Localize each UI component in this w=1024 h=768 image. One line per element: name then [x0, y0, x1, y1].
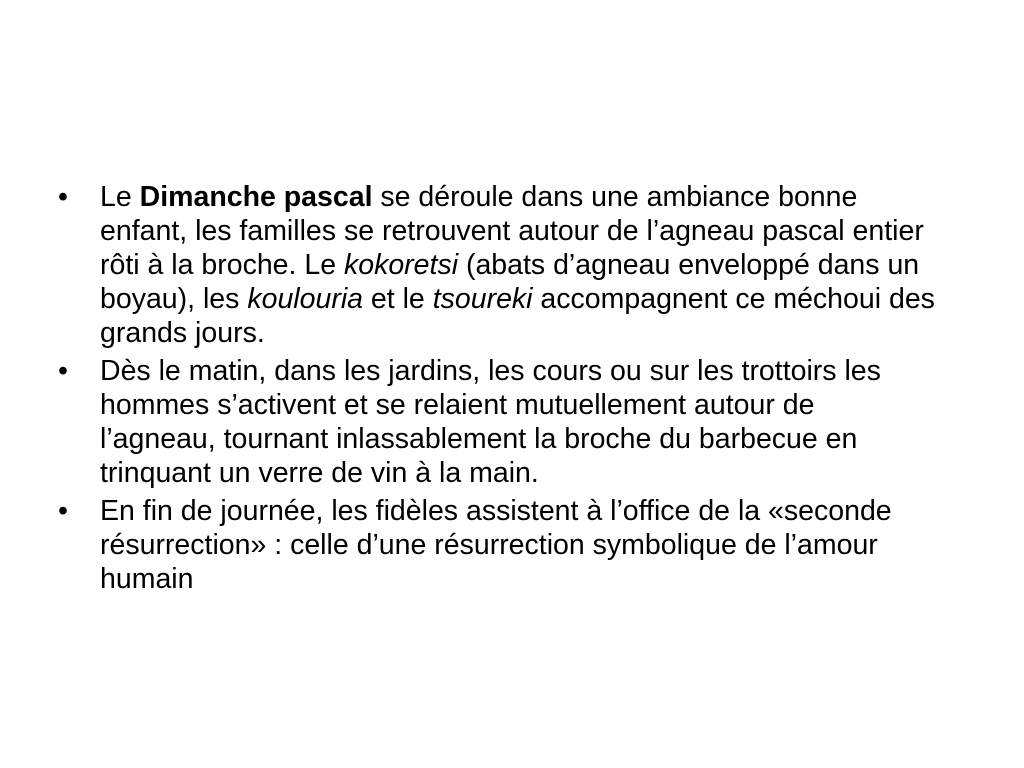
text-run: Le [100, 181, 140, 213]
italic-term-kokoretsi: kokoretsi [343, 249, 459, 281]
italic-term-koulouria: koulouria [247, 283, 363, 315]
text-run: (abats d’agneau enveloppé dans un boyau), les [100, 249, 920, 315]
text-run: se déroule dans une ambiance bonne enfant, les familles se retrouvent autour de l’agneau pascal entier rôti à la broche. Le [100, 181, 924, 281]
text-run: et le [363, 283, 433, 315]
bullet-icon: • [58, 181, 68, 213]
bullet-icon: • [58, 355, 68, 387]
italic-term-tsoureki: tsoureki [432, 283, 533, 315]
bullet-item-matin [58, 354, 938, 490]
bullet-item-fin-de-journee [58, 494, 938, 596]
bold-term-dimanche-pascal: Dimanche pascal [139, 181, 373, 213]
bullet-text [100, 181, 935, 349]
bullet-list [58, 180, 938, 600]
bullet-item-dimanche-pascal [58, 180, 938, 350]
bullet-text: En fin de journée, les fidèles assistent à l’office de la «seconde résurrection» : celle d’une résurrection symbolique de l’amour humain [100, 495, 892, 595]
text-run: accompagnent ce méchoui des grands jours. [100, 283, 935, 349]
bullet-text: Dès le matin, dans les jardins, les cours ou sur les trottoirs les hommes s’activent et se relaient mutuellement autour de l’agneau, tournant inlassablement la broche du barbecue en trinquant un verre de vin à la main. [100, 355, 881, 489]
bullet-icon: • [58, 495, 68, 527]
